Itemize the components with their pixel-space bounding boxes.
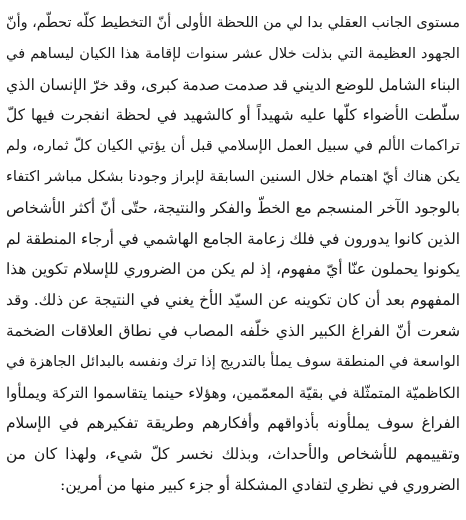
text-line: الكاظميّة المتمثّلة في بقيّة المعمّمين، وهؤلاء حينما يتقاسموا التركة ويملأوا: [6, 383, 460, 402]
text-line: الواسعة في المنطقة سوف يملأ بالتدريج إذا ترك ونفسه بالبدائل الجاهزة في: [6, 352, 460, 370]
document-page: [6, 8, 460, 501]
text-line: الجهود العظيمة التي بذلت خلال عشر سنوات لإقامة هذا الكيان ليساهم في: [6, 44, 460, 62]
text-line-last: الضروري في نظري لتفادي المشكلة أو جزء كبير منها من أمرين:: [60, 475, 460, 494]
text-line: شعرت أنّ الفراغ الكبير الذي خلّفه المصاب في نطاق العلاقات الضخمة: [6, 321, 460, 340]
text-line: الفراغ سوف يملأونه بأذواقهم وأفكارهم وطريقة تفكيرهم في الإسلام: [6, 414, 460, 433]
text-line: المفهوم بعد أن كان تكوينه عن السيّد الأخ يغني في النتيجة عن ذلك. وقد: [6, 291, 460, 310]
text-line: تراكمات الألم في سبيل العمل الإسلامي قبل أن يؤتي الكيان كلّ ثماره، ولم: [6, 137, 460, 155]
text-line: البناء الشامل للوضع الديني قد صدمت صدمة كبرى، وقد خرّ الإنسان الذي: [6, 75, 460, 94]
text-line: وتقييمهم للأشخاص والأحداث، وبذلك نخسر كلّ شيء، ولهذا كان من: [6, 445, 460, 464]
text-line: الذين كانوا يدورون في فلك زعامة الجامع الهاشمي في أرجاء المنطقة لم: [6, 229, 460, 248]
text-line: بالوجود الآخر المنسجم مع الخطّ والفكر والنتيجة، حتّى أنّ أكثر الأشخاص: [6, 198, 460, 217]
text-line: يكن هناك أيّ اهتمام خلال السنين السابقة لإبراز وجودنا بشكل مباشر اكتفاء: [6, 167, 460, 185]
text-line: مستوى الجانب العقلي بدا لي من اللحظة الأولى أنّ التخطيط كلّه تحطّم، وأنّ: [6, 15, 460, 31]
text-line: سلّطت الأضواء كلّها عليه شهيداً أو كالشهيد في لحظة انفجرت فيها كلّ: [6, 106, 460, 125]
text-line: يكونوا يحملون عنّا أيّ مفهوم، إذ لم يكن من الضروري للإسلام تكوين هذا: [6, 260, 460, 279]
